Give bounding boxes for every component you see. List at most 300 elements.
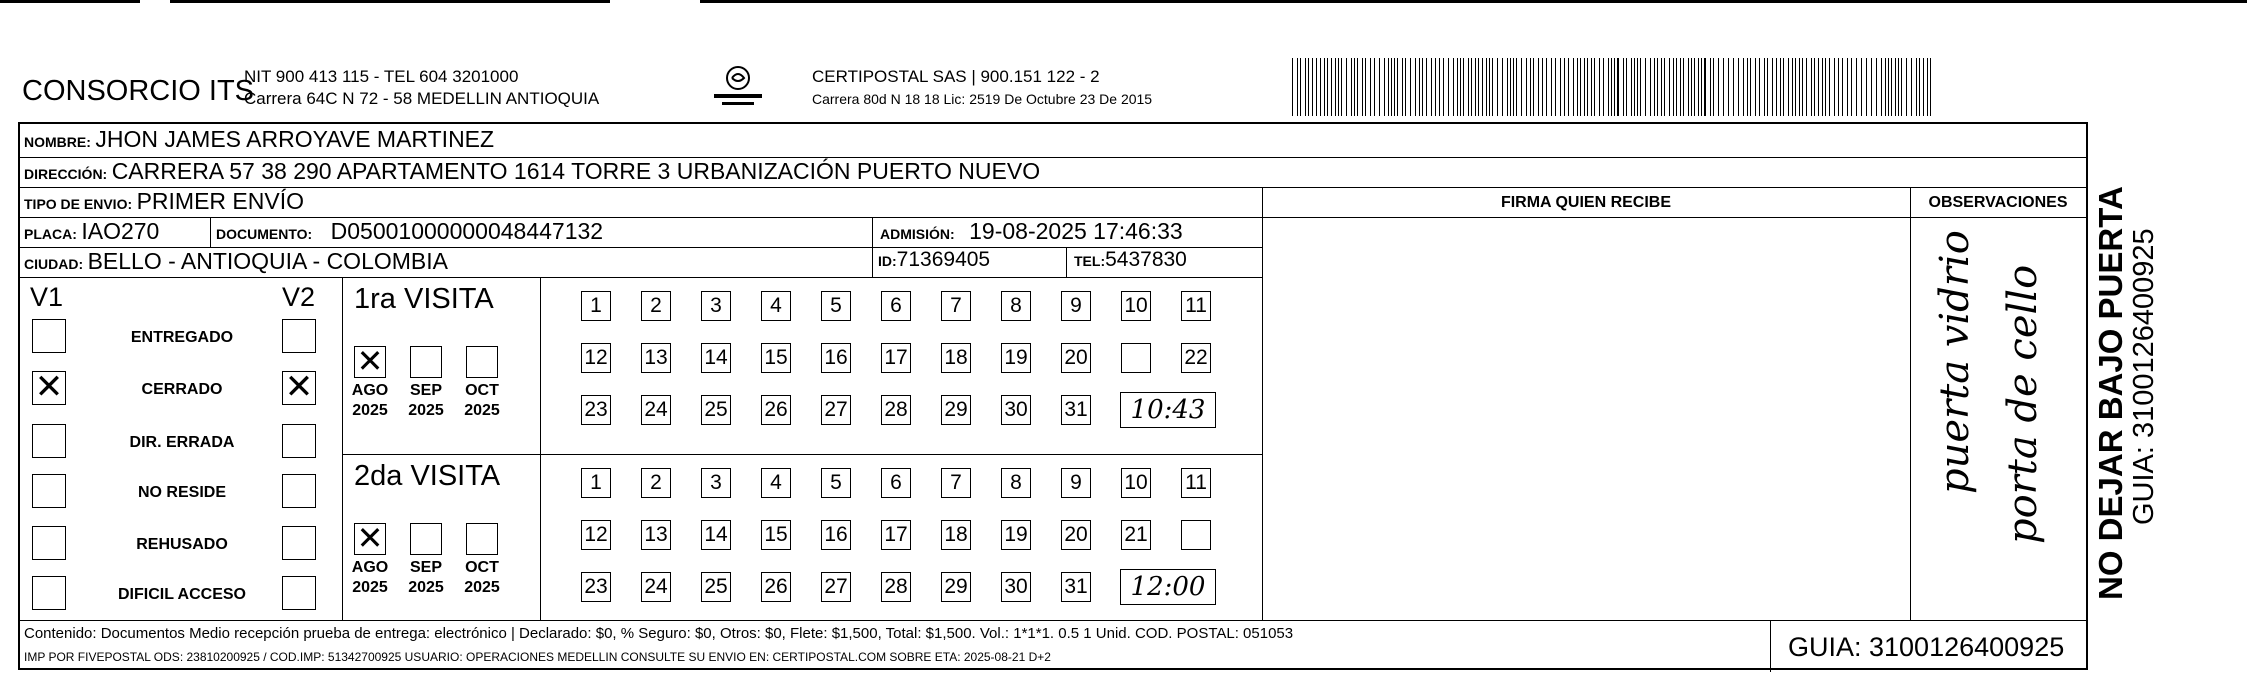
day-box[interactable]: 5 (821, 291, 851, 321)
barcode-bar (1338, 58, 1339, 116)
status-v2-checkbox[interactable] (282, 576, 316, 610)
documento-label: DOCUMENTO: (216, 226, 313, 242)
month-label (457, 558, 507, 598)
barcode-bar (1654, 58, 1655, 116)
day-box[interactable]: 10 (1121, 291, 1151, 321)
month-year: 2025 (408, 402, 444, 419)
barcode-bar (1876, 58, 1877, 116)
company-name: CONSORCIO ITS (22, 75, 255, 107)
ciudad-field (24, 248, 448, 275)
barcode-bar (1747, 58, 1748, 116)
day-box[interactable]: 3 (701, 468, 731, 498)
barcode-bar (1898, 58, 1899, 116)
barcode-bar (1394, 58, 1395, 116)
side-warning: NO DEJAR BAJO PUERTA (2092, 186, 2129, 600)
barcode-bar (1379, 58, 1380, 116)
barcode-bar (1691, 58, 1692, 116)
day-box[interactable]: 25 (701, 395, 731, 425)
day-box[interactable]: 27 (821, 395, 851, 425)
barcode-bar (1331, 58, 1332, 116)
barcode-bar (1650, 58, 1651, 116)
day-box[interactable]: 30 (1001, 572, 1031, 602)
barcode-bar (1743, 58, 1744, 116)
barcode-bar (1546, 58, 1547, 116)
barcode-bar (1316, 58, 1317, 116)
month-checkbox[interactable] (466, 346, 498, 378)
v1-label: V1 (30, 282, 64, 312)
barcode-bar (1881, 58, 1882, 116)
barcode-bar (1502, 58, 1503, 116)
day-box[interactable]: 8 (1001, 468, 1031, 498)
nombre-label: NOMBRE: (24, 134, 91, 150)
barcode-bar (1391, 58, 1392, 116)
day-box[interactable]: 19 (1001, 343, 1031, 373)
month-checkbox[interactable] (410, 346, 442, 378)
month-checkbox[interactable] (466, 523, 498, 555)
day-box[interactable]: 9 (1061, 468, 1091, 498)
day-box[interactable]: 9 (1061, 291, 1091, 321)
barcode-bar (1802, 58, 1803, 116)
day-box[interactable] (1121, 343, 1151, 373)
month-year: 2025 (352, 579, 388, 596)
barcode-bar (1713, 58, 1714, 116)
tipo-envio-value: PRIMER ENVÍO (136, 188, 304, 214)
month-checkbox[interactable]: ✕ (354, 523, 386, 555)
tipo-envio-row (24, 188, 304, 215)
barcode-bar (1626, 58, 1627, 116)
barcode-bar (1448, 58, 1449, 116)
barcode-bar (1683, 58, 1684, 116)
barcode-bar (1814, 58, 1815, 116)
barcode-bar (1891, 58, 1892, 116)
barcode-bar (1312, 58, 1313, 116)
observaciones-handwriting-2: porta de cello (2000, 264, 2046, 544)
barcode-bar (1866, 58, 1867, 116)
day-box[interactable]: 1 (581, 468, 611, 498)
day-box[interactable]: 21 (1121, 520, 1151, 550)
day-box[interactable]: 4 (761, 291, 791, 321)
barcode-bar (1645, 58, 1646, 116)
barcode-bar (1354, 58, 1355, 116)
day-box[interactable]: 26 (761, 572, 791, 602)
status-label: REHUSADO (136, 536, 228, 553)
barcode-bar (1422, 58, 1423, 116)
month-name: SEP (409, 559, 442, 576)
day-box[interactable] (1181, 520, 1211, 550)
day-box[interactable]: 12 (581, 520, 611, 550)
day-box[interactable]: 31 (1061, 572, 1091, 602)
barcode-bar (1755, 58, 1756, 116)
day-box[interactable]: 29 (941, 572, 971, 602)
company-address: Carrera 64C N 72 - 58 MEDELLIN ANTIOQUIA (244, 89, 600, 108)
barcode-bar (1701, 58, 1702, 116)
barcode-bar (1640, 58, 1641, 116)
v2-label: V2 (282, 282, 316, 312)
footer-guia: GUIA: 3100126400925 (1788, 632, 2065, 662)
day-box[interactable]: 18 (941, 520, 971, 550)
barcode-bar (1759, 58, 1760, 116)
barcode-bar (1468, 58, 1469, 116)
barcode-bar (1397, 58, 1398, 116)
status-v2-checkbox[interactable]: ✕ (282, 371, 316, 405)
barcode-bar (1374, 58, 1375, 116)
month-name: AGO (351, 559, 389, 576)
barcode-bar (1362, 58, 1363, 116)
delivery-form (18, 122, 2088, 670)
barcode-bar (1497, 58, 1498, 116)
barcode-bar (1402, 58, 1403, 116)
day-box[interactable]: 7 (941, 291, 971, 321)
day-box[interactable]: 23 (581, 572, 611, 602)
day-box[interactable]: 27 (821, 572, 851, 602)
barcode-bar (1443, 58, 1444, 116)
barcode-bar (1538, 58, 1539, 116)
day-box[interactable]: 7 (941, 468, 971, 498)
barcode-bar (1471, 58, 1472, 116)
day-box[interactable]: 20 (1061, 520, 1091, 550)
barcode-bar (1792, 58, 1793, 116)
month-year: 2025 (464, 402, 500, 419)
day-box[interactable]: 8 (1001, 291, 1031, 321)
visit-title: 1ra VISITA (354, 283, 494, 315)
top-edge-line (700, 0, 2247, 3)
barcode-bar (1521, 58, 1522, 116)
barcode-bar (1327, 58, 1328, 116)
barcode-bar (1750, 58, 1751, 116)
certipostal-nit: CERTIPOSTAL SAS | 900.151 122 - 2 (812, 67, 1100, 86)
top-edge-line (170, 0, 610, 3)
barcode-bar (1591, 58, 1592, 116)
placa-value: IAO270 (81, 218, 160, 244)
firma-header: FIRMA QUIEN RECIBE (1500, 194, 1672, 211)
barcode-bar (1530, 58, 1531, 116)
barcode-bar (1631, 58, 1632, 116)
barcode-bar (1811, 58, 1812, 116)
status-label: CERRADO (141, 381, 223, 398)
barcode-bar (1834, 58, 1835, 116)
ciudad-value: BELLO - ANTIOQUIA - COLOMBIA (87, 248, 448, 274)
barcode-bar (1698, 58, 1699, 116)
barcode-bar (1838, 58, 1839, 116)
day-box[interactable]: 29 (941, 395, 971, 425)
barcode-bar (1384, 58, 1385, 116)
status-v2-checkbox[interactable] (282, 526, 316, 560)
day-box[interactable]: 14 (701, 520, 731, 550)
day-box[interactable]: 6 (881, 468, 911, 498)
barcode-bar (1906, 58, 1907, 116)
barcode-bar (1738, 58, 1739, 116)
day-box[interactable]: 22 (1181, 343, 1211, 373)
day-box[interactable]: 13 (641, 520, 671, 550)
admision-field (880, 218, 1183, 245)
barcode-bar (1788, 58, 1789, 116)
barcode-bar (1457, 58, 1458, 116)
barcode-bar (1634, 58, 1635, 116)
day-box[interactable]: 26 (761, 395, 791, 425)
day-box[interactable]: 5 (821, 468, 851, 498)
day-box[interactable]: 19 (1001, 520, 1031, 550)
barcode-bar (1603, 58, 1604, 116)
barcode-bar (1453, 58, 1454, 116)
barcode-bar (1825, 58, 1826, 116)
barcode-bar (1885, 58, 1886, 116)
visit-time[interactable]: 12:00 (1120, 569, 1216, 605)
barcode-bar (1370, 58, 1371, 116)
day-box[interactable]: 18 (941, 343, 971, 373)
ciudad-label: CIUDAD: (24, 256, 84, 272)
status-v2-checkbox[interactable] (282, 424, 316, 458)
barcode-bar (1475, 58, 1476, 116)
company-info (244, 66, 599, 110)
day-box[interactable]: 24 (641, 572, 671, 602)
footer-contenido: Contenido: Documentos Medio recepción prueba de entrega: electrónico | Declarado: $0, % Seguro: $0, Otros: $0, Flete: $1,500, Total: $1,500. Vol.: 1*1*1. 0.5 1 Unid. COD. POSTAL: 051053 (24, 625, 1294, 642)
barcode-bar (1856, 58, 1857, 116)
day-box[interactable]: 13 (641, 343, 671, 373)
barcode-bar (1661, 58, 1662, 116)
barcode-bar (1688, 58, 1689, 116)
barcode-bar (1614, 58, 1615, 116)
day-box[interactable]: 3 (701, 291, 731, 321)
barcode-bar (1542, 58, 1543, 116)
barcode-bar (1919, 58, 1920, 116)
admision-value: 19-08-2025 17:46:33 (969, 218, 1183, 244)
observaciones-header: OBSERVACIONES (1928, 194, 2068, 211)
observaciones-handwriting-1: puerta vidrio (1932, 230, 1978, 494)
tipo-envio-label: TIPO DE ENVIO: (24, 196, 133, 212)
barcode-bar (1728, 58, 1729, 116)
barcode-bar (1637, 58, 1638, 116)
day-box[interactable]: 17 (881, 520, 911, 550)
status-v1-checkbox[interactable] (32, 474, 66, 508)
barcode-bar (1308, 58, 1309, 116)
barcode-bar (1533, 58, 1534, 116)
barcode-bar (1357, 58, 1358, 116)
barcode-bar (1930, 58, 1931, 116)
day-box[interactable]: 4 (761, 468, 791, 498)
day-box[interactable]: 17 (881, 343, 911, 373)
barcode-bar (1704, 58, 1706, 116)
barcode-bar (1460, 58, 1461, 116)
barcode-bar (1733, 58, 1734, 116)
month-year: 2025 (464, 579, 500, 596)
day-box[interactable]: 2 (641, 291, 671, 321)
day-box[interactable]: 20 (1061, 343, 1091, 373)
barcode-bar (1723, 58, 1724, 116)
barcode-bar (1871, 58, 1872, 116)
day-box[interactable]: 30 (1001, 395, 1031, 425)
day-box[interactable]: 1 (581, 291, 611, 321)
barcode-bar (1482, 58, 1483, 116)
barcode-bar (1718, 58, 1719, 116)
barcode-bar (1439, 58, 1440, 116)
barcode-bar (1300, 58, 1301, 116)
barcode-bar (1776, 58, 1777, 116)
barcode-bar (1911, 58, 1912, 116)
day-box[interactable]: 11 (1181, 468, 1211, 498)
day-box[interactable]: 12 (581, 343, 611, 373)
barcode-bar (1560, 58, 1561, 116)
barcode-bar (1927, 58, 1928, 116)
barcode-bar (1516, 58, 1517, 116)
barcode-bar (1923, 58, 1924, 116)
day-box[interactable]: 28 (881, 572, 911, 602)
barcode-bar (1324, 58, 1325, 116)
day-box[interactable]: 15 (761, 343, 791, 373)
month-name: OCT (465, 382, 499, 399)
status-v1-checkbox[interactable] (32, 526, 66, 560)
status-v1-checkbox[interactable] (32, 576, 66, 610)
placa-label: PLACA: (24, 226, 77, 242)
barcode-bar (1847, 58, 1848, 116)
month-label (401, 381, 451, 421)
barcode-bar (1492, 58, 1493, 116)
placa-field (24, 218, 159, 245)
barcode-bar (1388, 58, 1389, 116)
status-v2-checkbox[interactable] (282, 319, 316, 353)
direccion-row (24, 158, 1040, 185)
barcode-bar (1851, 58, 1852, 116)
barcode-bar (1526, 58, 1527, 116)
barcode-bar (1297, 58, 1298, 116)
barcode-bar (1617, 58, 1619, 116)
barcode-bar (1405, 58, 1406, 116)
month-name: OCT (465, 559, 499, 576)
barcode-bar (1320, 58, 1321, 116)
barcode-bar (1664, 58, 1665, 116)
barcode-bar (1486, 58, 1487, 116)
day-box[interactable]: 10 (1121, 468, 1151, 498)
barcode-bar (1426, 58, 1427, 116)
month-year: 2025 (408, 579, 444, 596)
barcode-bar (1599, 58, 1600, 116)
month-label (457, 381, 507, 421)
barcode-bar (1673, 58, 1674, 116)
status-v1-checkbox[interactable]: ✕ (32, 371, 66, 405)
tel-label: TEL: (1074, 253, 1106, 269)
day-box[interactable]: 31 (1061, 395, 1091, 425)
barcode-bar (1335, 58, 1336, 116)
direccion-value: CARRERA 57 38 290 APARTAMENTO 1614 TORRE 3 URBANIZACIÓN PUERTO NUEVO (111, 158, 1041, 184)
month-label (345, 381, 395, 421)
day-box[interactable]: 15 (761, 520, 791, 550)
day-box[interactable]: 2 (641, 468, 671, 498)
visit-time[interactable]: 10:43 (1120, 392, 1216, 428)
barcode-bar (1676, 58, 1677, 116)
month-checkbox[interactable] (410, 523, 442, 555)
day-box[interactable]: 25 (701, 572, 731, 602)
barcode-bar (1783, 58, 1784, 116)
status-v1-checkbox[interactable] (32, 424, 66, 458)
barcode-bar (1305, 58, 1306, 116)
barcode-bar (1584, 58, 1585, 116)
day-box[interactable]: 11 (1181, 291, 1211, 321)
nombre-value: JHON JAMES ARROYAVE MARTINEZ (95, 126, 495, 152)
barcode-bar (1513, 58, 1514, 116)
documento-field (216, 218, 603, 245)
barcode-bar (1799, 58, 1800, 116)
id-value: 71369405 (896, 248, 991, 271)
status-label: DIFICIL ACCESO (117, 586, 246, 603)
direccion-label: DIRECCIÓN: (24, 166, 108, 182)
barcode-bar (1767, 58, 1768, 116)
barcode-bar (1555, 58, 1556, 116)
day-box[interactable]: 28 (881, 395, 911, 425)
barcode-bar (1587, 58, 1588, 116)
barcode-bar (1594, 58, 1595, 116)
barcode-bar (1564, 58, 1565, 116)
day-box[interactable]: 16 (821, 343, 851, 373)
barcode-bar (1806, 58, 1807, 116)
day-box[interactable]: 23 (581, 395, 611, 425)
nombre-row (24, 126, 494, 153)
company-nit: NIT 900 413 115 - TEL 604 3201000 (244, 67, 519, 86)
barcode-bar (1710, 58, 1711, 116)
tel-value: 5437830 (1105, 248, 1187, 271)
documento-value: D05001000000048447132 (330, 218, 604, 244)
barcode-bar (1415, 58, 1416, 116)
barcode-bar (1419, 58, 1420, 116)
id-field (878, 248, 990, 272)
top-edge-line (0, 0, 140, 3)
barcode-bar (1669, 58, 1670, 116)
barcode-bar (1795, 58, 1796, 116)
barcode-bar (1463, 58, 1464, 116)
barcode-bar (1551, 58, 1552, 116)
month-name: SEP (409, 382, 442, 399)
status-label: NO RESIDE (137, 484, 226, 501)
side-guia: GUIA: 3100126400925 (2128, 228, 2160, 525)
day-box[interactable]: 24 (641, 395, 671, 425)
barcode-bar (1764, 58, 1765, 116)
barcode-bar (1431, 58, 1432, 116)
barcode-bar (1365, 58, 1366, 116)
month-label (401, 558, 451, 598)
barcode-bar (1772, 58, 1773, 116)
status-v1-checkbox[interactable] (32, 319, 66, 353)
barcode-bar (1901, 58, 1902, 116)
day-box[interactable]: 6 (881, 291, 911, 321)
barcode-bar (1346, 58, 1347, 116)
month-label (345, 558, 395, 598)
barcode-bar (1292, 58, 1293, 116)
tel-field (1074, 248, 1187, 272)
barcode-bar (1916, 58, 1917, 116)
barcode-bar (1568, 58, 1569, 116)
month-name: AGO (351, 382, 389, 399)
status-label: DIR. ERRADA (129, 434, 235, 451)
barcode-bar (1341, 58, 1342, 116)
barcode-bar (1780, 58, 1781, 116)
day-box[interactable]: 14 (701, 343, 731, 373)
barcode-bar (1435, 58, 1436, 116)
month-checkbox[interactable]: ✕ (354, 346, 386, 378)
barcode-bar (1694, 58, 1695, 116)
barcode-bar (1573, 58, 1574, 116)
status-v2-checkbox[interactable] (282, 474, 316, 508)
barcode-bar (1895, 58, 1896, 116)
day-box[interactable]: 16 (821, 520, 851, 550)
barcode-bar (1818, 58, 1819, 116)
admision-label: ADMISIÓN: (880, 226, 955, 242)
barcode-bar (1611, 58, 1612, 116)
certipostal-info (812, 66, 1152, 110)
barcode-bar (1888, 58, 1889, 116)
barcode-bar (1680, 58, 1681, 116)
certipostal-logo-icon (708, 62, 768, 112)
barcode-bar (1580, 58, 1581, 116)
barcode (1292, 58, 1934, 116)
barcode-bar (1507, 58, 1508, 116)
